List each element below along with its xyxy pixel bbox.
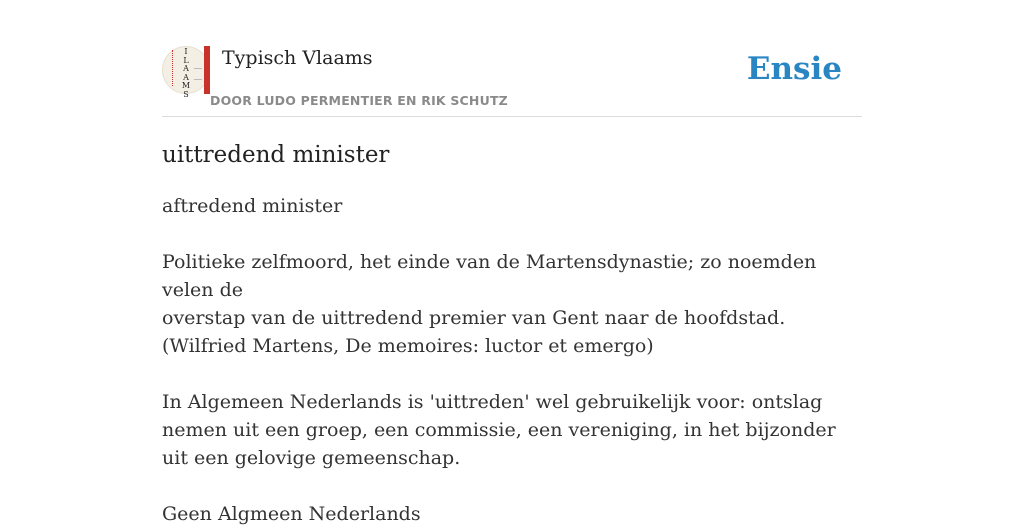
cover-letter: I: [184, 47, 188, 56]
quote-line: overstap van de uittredend premier van Gent naar de hoofdstad.: [162, 307, 786, 329]
page: [162, 0, 862, 525]
cover-letters: [179, 48, 193, 99]
quote-line: Politieke zelfmoord, het einde van de Martensdynastie; zo noemden velen de: [162, 251, 817, 301]
cover-decoration: [194, 68, 202, 80]
cover-spine: [204, 46, 210, 94]
quote-source: (Wilfried Martens, De memoires: luctor et emergo): [162, 335, 654, 357]
cover-letter: S: [183, 89, 189, 99]
cover-letter: M: [181, 81, 191, 90]
header: [162, 0, 862, 117]
cover-letter: A: [183, 72, 189, 82]
authors: DOOR LUDO PERMENTIER EN RIK SCHUTZ: [210, 93, 508, 108]
entry-term: uittredend minister: [162, 142, 390, 168]
entry-definition: aftredend minister: [162, 195, 343, 217]
entry-body: [162, 192, 862, 528]
cover-letter: L: [183, 55, 189, 65]
cover-letter: A: [183, 64, 189, 73]
entry-footer-note: Geen Algmeen Nederlands: [162, 503, 421, 525]
site-title[interactable]: Typisch Vlaams: [222, 47, 373, 69]
cover-decoration: [172, 50, 176, 86]
entry-note: In Algemeen Nederlands is 'uittreden' wel gebruikelijk voor: ontslag nemen uit een groep, een commissie, een vereniging, in het bijzonder uit een gelovige gemeenschap.: [162, 391, 836, 469]
book-cover-icon[interactable]: [162, 46, 210, 99]
brand-logo[interactable]: Ensie: [746, 51, 842, 87]
